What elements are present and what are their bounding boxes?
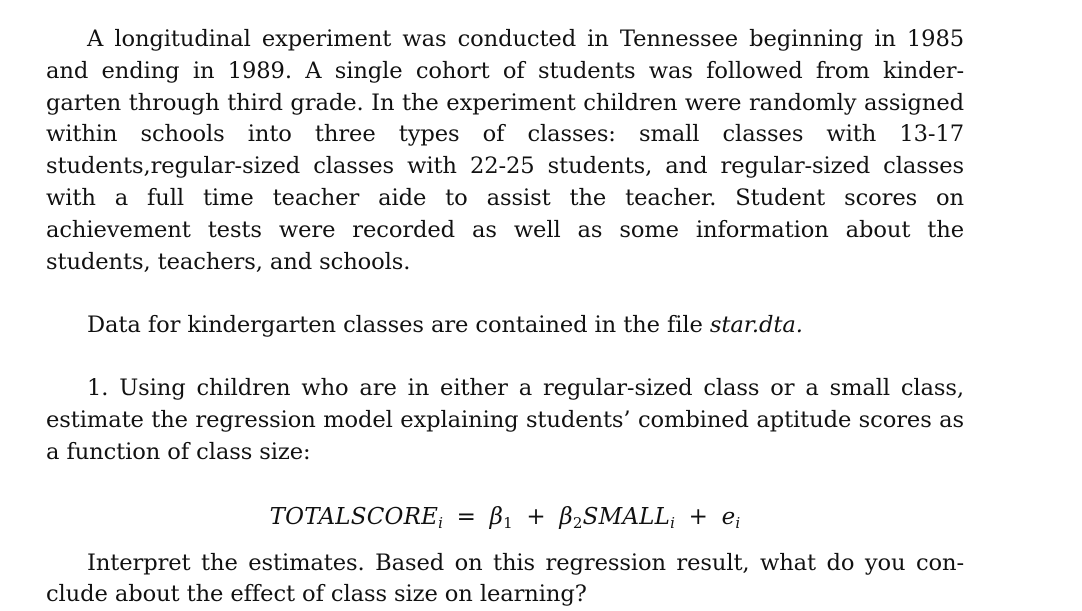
regression-equation (46, 500, 964, 534)
data-file-sentence: Data for kindergarten classes are contained in the file (87, 312, 710, 339)
equation-beta-1-subscript: 1 (503, 513, 513, 532)
equation-plus-2: + (688, 503, 709, 530)
equation-beta-2-subscript: 2 (572, 513, 583, 532)
equation-regressor: SMALL (582, 503, 671, 530)
equation-beta-1: β (489, 503, 504, 530)
equation-equals: = (456, 503, 477, 530)
equation-error: e (721, 503, 736, 530)
question-1-paragraph: 1. Using children who are in either a regular-sized class or a small class, estimate the regression model explaining students’ combined aptitude scores as a function of class size: (46, 375, 964, 465)
interpret-paragraph: Interpret the estimates. Based on this regression result, what do you con-clude about the effect of class size on learning? (46, 549, 964, 608)
equation-beta-2: β (559, 503, 573, 530)
document-page (46, 22, 964, 611)
equation-plus-1: + (526, 503, 546, 530)
equation-lhs-subscript: i (438, 513, 444, 532)
equation-lhs: TOTALSCORE (269, 503, 439, 530)
equation-error-subscript: i (735, 513, 741, 532)
intro-paragraph: A longitudinal experiment was conducted in Tennessee beginning in 1985 and ending in 1989. A single cohort of students was followed from kinder-garten through third grade. In the experiment children were randomly assigned within schools into three types of classes: small classes with 13-17 students,regular-sized classes with 22-25 students, and regular-sized classes with a full time teacher aide to assist the teacher. Student scores on achievement tests were recorded as well as some information about the students, teachers, and schools. (46, 26, 964, 275)
data-file-paragraph (46, 310, 964, 342)
equation-regressor-subscript: i (670, 513, 676, 532)
data-file-name: star.dta. (709, 312, 803, 339)
